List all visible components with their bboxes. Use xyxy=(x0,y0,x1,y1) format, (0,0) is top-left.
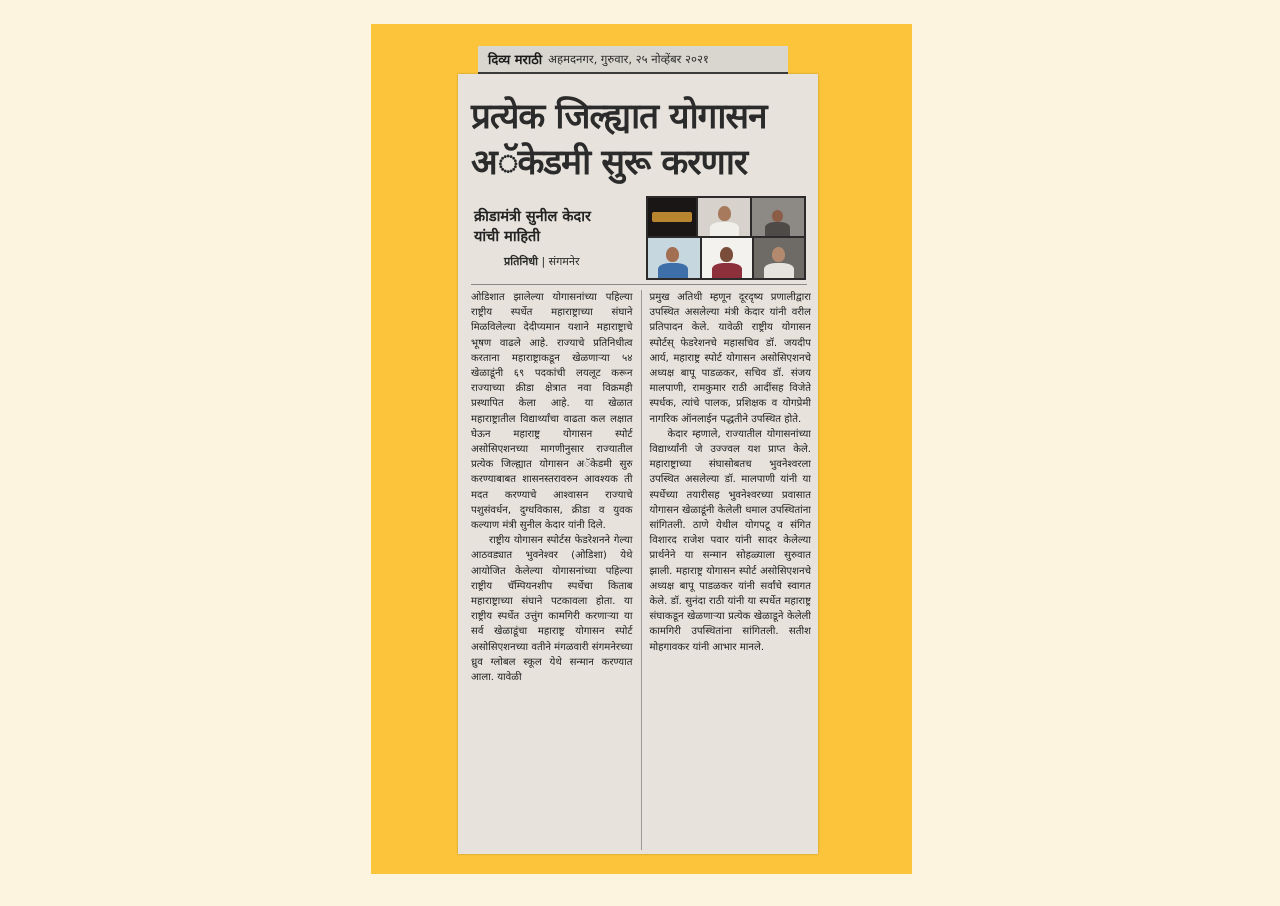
conference-tile-participant xyxy=(648,238,700,278)
article-paragraph: ओडिशात झालेल्या योगासनांच्या पहिल्या राष्ट्रीय स्पर्धेत महाराष्ट्राच्या संघाने मिळविलेल्या देदीप्यमान यशाने महाराष्ट्राचे भूषण वाढले आहे. राज्याचे प्रतिनिधीत्व करताना महाराष्ट्राकडून खेळणाऱ्या ५४ खेळाडूंनी ६९ पदकांची लयलूट करून राज्याच्या क्रीडा क्षेत्रात नवा विक्रमही प्रस्थापित केला आहे. या खेळात महाराष्ट्रातील विद्यार्थ्यांचा वाढता कल लक्षात घेऊन महाराष्ट्र योगासन स्पोर्ट असोसिएशनच्या मागणीनुसार राज्यातील प्रत्येक जिल्ह्यात योगासन अॅकेडमी सुरु करण्याबाबत शासनस्तरावरुन आवश्यक ती मदत करण्याचे आश्वासन राज्याचे पशुसंवर्धन, दुग्धविकास, क्रीडा व युवक कल्याण मंत्री सुनील केदार यांनी दिले. xyxy=(471,292,633,532)
headline-line-1: प्रत्येक जिल्ह्यात योगासन xyxy=(471,97,767,137)
article-subhead xyxy=(474,207,644,247)
newspaper-logo: दिव्य मराठी xyxy=(488,53,543,68)
article-column-1 xyxy=(471,290,633,850)
conference-tile-participant xyxy=(702,238,752,278)
subhead-line-2: यांची माहिती xyxy=(474,229,541,245)
conference-tile-participant xyxy=(752,198,804,236)
column-divider xyxy=(641,290,642,850)
conference-tile-banner xyxy=(648,198,696,236)
video-conference-photo xyxy=(646,196,806,280)
conference-tile-participant xyxy=(754,238,804,278)
headline-line-2: अॅकेडमी सुरू करणार xyxy=(471,143,748,183)
yellow-backdrop xyxy=(371,24,912,874)
article-paragraph: प्रमुख अतिथी म्हणून दूरदृष्य प्रणालीद्वारा उपस्थित असलेल्या मंत्री केदार यांनी वरील प्रतिपादन केले. यावेळी राष्ट्रीय योगासन स्पोर्टस् फेडरेशनचे महासचिव डॉ. जयदीप आर्य, महाराष्ट्र स्पोर्ट योगासन असोसिएशनचे अध्यक्ष बापू पाडळकर, सचिव डॉ. संजय मालपाणी, रामकुमार राठी आदींसह विजेते स्पर्धक, त्यांचे पालक, प्रशिक्षक व योगप्रेमी नागरिक ऑनलाईन पद्धतीने उपस्थित होते. xyxy=(649,292,811,425)
newspaper-masthead xyxy=(478,46,788,74)
article-body xyxy=(471,290,811,850)
subhead-line-1: क्रीडामंत्री सुनील केदार xyxy=(474,209,591,225)
byline-separator: | xyxy=(537,255,549,268)
conference-tile-speaker xyxy=(698,198,750,236)
article-paragraph: केदार म्हणाले, राज्यातील योगासनांच्या विद्यार्थ्यांनी जे उज्ज्वल यश प्राप्त केले. महाराष्ट्राच्या संघासोबतच भुवनेश्वरला उपस्थित असलेल्या डॉ. मालपाणी यांनी या स्पर्धेच्या तयारीसह भुवनेश्वरच्या प्रवासात योगासन खेळाडूंनी केलेली धमाल उपस्थितांना सांगितली. ठाणे येथील योगपटू व संगित विशारद राजेश पवार यांनी सादर केलेल्या प्रार्थनेने या सन्मान सोहळ्याला सुरुवात झाली. महाराष्ट्र योगासन स्पोर्ट असोसिएशनचे अध्यक्ष बापू पाडळकर यांनी सर्वांचे स्वागत केले. डॉ. सुनंदा राठी यांनी या स्पर्धेत महाराष्ट्र संघाकडून खेळणाऱ्या प्रत्येक खेळाडूने केलेली कामगिरी उपस्थितांना सांगितली. सतीश मोहगावकर यांनी आभार मानले. xyxy=(649,428,811,653)
byline-reporter: प्रतिनिधी xyxy=(504,255,538,268)
masthead-dateline: अहमदनगर, गुरुवार, २५ नोव्हेंबर २०२१ xyxy=(548,51,709,66)
section-divider xyxy=(471,284,807,285)
article-column-2 xyxy=(649,290,811,850)
article-headline xyxy=(471,94,811,186)
article-byline xyxy=(504,254,579,269)
article-paragraph: राष्ट्रीय योगासन स्पोर्टस फेडरेशनने गेल्या आठवड्यात भुवनेश्वर (ओडिशा) येथे आयोजित केलेल्या योगासनांच्या पहिल्या राष्ट्रीय चॅम्पियनशीप स्पर्धेचा किताब महाराष्ट्राच्या संघाने पटकावला होता. या राष्ट्रीय स्पर्धेत उत्तुंग कामगिरी करणाऱ्या या सर्व खेळाडूंचा महाराष्ट्र योगासन स्पोर्ट असोसिएशनच्या वतीने मंगळवारी संगमनेरच्या ध्रुव ग्लोबल स्कूल येथे सन्मान करण्यात आला. यावेळी xyxy=(471,535,633,684)
byline-place: संगमनेर xyxy=(548,255,580,268)
